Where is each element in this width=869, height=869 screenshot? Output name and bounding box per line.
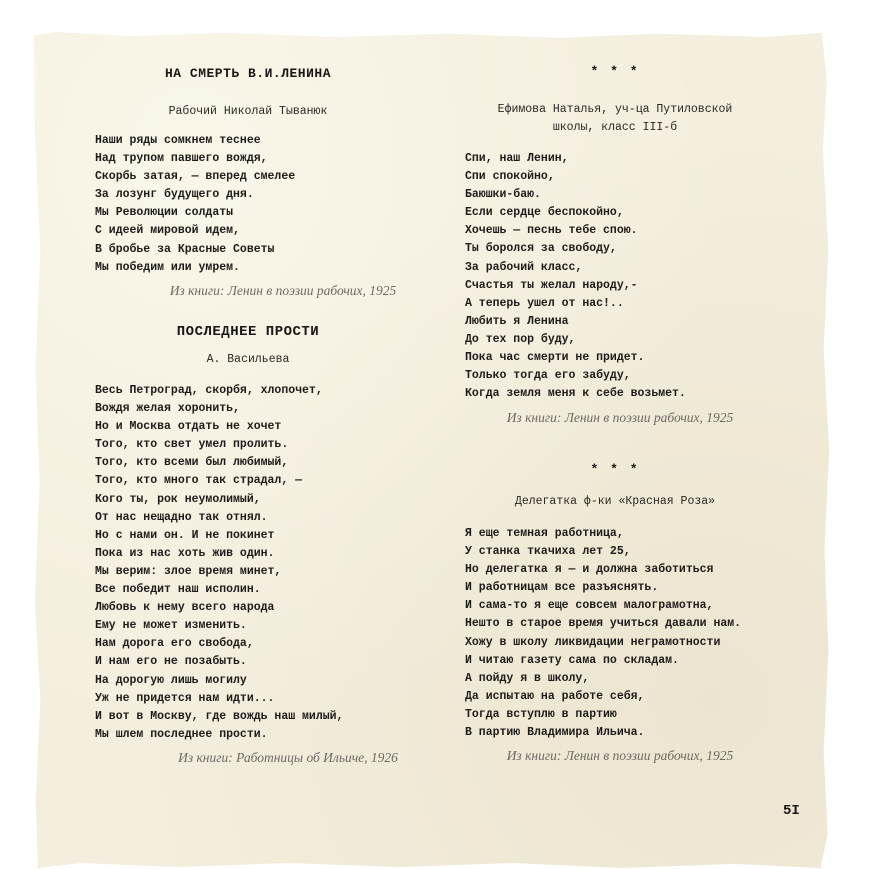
verse-line: Мы шлем последнее прости.: [95, 727, 268, 741]
poem3-author-block: [465, 101, 765, 137]
verse-line: Вождя желая хоронить,: [95, 402, 240, 416]
verse-line: За лозунг будущего дня.: [95, 188, 254, 202]
verse-line: У станка ткачиха лет 25,: [465, 545, 631, 559]
poem2-verse-block: [95, 382, 343, 744]
verse-line: Того, кто всеми был любимый,: [95, 456, 289, 470]
poem2-source: Из книги: Работницы об Ильиче, 1926: [178, 750, 398, 765]
verse-line: А пойду я в школу,: [465, 671, 590, 685]
poem1-source-block: [95, 283, 471, 299]
verse-line: Счастья ты желал народу,-: [465, 278, 638, 292]
verse-line: Того, кто свет умел пролить.: [95, 438, 289, 452]
verse-line: Баюшки-баю.: [465, 188, 541, 202]
verse-line: И вот в Москву, где вождь наш милый,: [95, 709, 344, 723]
verse-line: Но с нами он. И не покинет: [95, 528, 275, 542]
verse-line: И читаю газету сама по складам.: [465, 653, 679, 667]
poem3-stars: * * *: [590, 64, 640, 79]
verse-line: Если сердце беспокойно,: [465, 206, 624, 220]
poem1-author-block: [93, 103, 403, 121]
page-number: 5I: [783, 803, 800, 819]
verse-line: За рабочий класс,: [465, 260, 583, 274]
verse-line: Спи спокойно,: [465, 170, 555, 184]
verse-line: Пока из нас хоть жив один.: [95, 546, 275, 560]
poem3-source-block: [465, 410, 775, 426]
verse-line: Тогда вступлю в партию: [465, 707, 617, 721]
verse-line: Спи, наш Ленин,: [465, 152, 569, 165]
poem3-author-line1: Ефимова Наталья, уч-ца Путиловской: [497, 103, 733, 116]
verse-line: Только тогда его забуду,: [465, 369, 631, 383]
poem2-author-block: [93, 351, 403, 369]
poem1-author: Рабочий Николай Тыванюк: [168, 105, 328, 118]
poem1-source: Из книги: Ленин в поэзии рабочих, 1925: [169, 283, 397, 298]
poem1-verse: [95, 132, 295, 277]
verse-line: До тех пор буду,: [465, 332, 576, 346]
verse-line: Пока час смерти не придет.: [465, 351, 645, 365]
poem4-stars-block: [465, 462, 765, 477]
verse-line: Но и Москва отдать не хочет: [95, 420, 282, 434]
verse-line: И сама-то я еще совсем малограмотна,: [465, 599, 714, 613]
verse-line: Нешто в старое время учиться давали нам.: [465, 617, 742, 631]
poem4-source-block: [465, 748, 775, 764]
verse-line: Мы Революции солдаты: [95, 206, 234, 220]
poem3-stars-block: [465, 64, 765, 79]
verse-line: Нам дорога его свобода,: [95, 637, 254, 651]
poem3-source: Из книги: Ленин в поэзии рабочих, 1925: [506, 410, 734, 425]
verse-line: Уж не придется нам идти...: [95, 691, 275, 705]
verse-line: В партию Владимира Ильича.: [465, 726, 645, 740]
poem1-title: НА СМЕРТЬ В.И.ЛЕНИНА: [164, 66, 332, 81]
poem3-verse-block: [465, 150, 686, 403]
verse-line: Над трупом павшего вождя,: [95, 152, 268, 166]
verse-line: Мы верим: злое время минет,: [95, 564, 282, 578]
verse-line: А теперь ушел от нас!..: [465, 296, 624, 310]
poem2-verse: [95, 382, 343, 744]
poem4-author-block: [465, 493, 765, 511]
verse-line: Того, кто много так страдал, —: [95, 474, 303, 488]
verse-line: На дорогую лишь могилу: [95, 673, 247, 687]
verse-line: Но делегатка я — и должна заботиться: [465, 563, 714, 577]
verse-line: С идеей мировой идем,: [95, 224, 240, 238]
verse-line: Хожу в школу ликвидации неграмотности: [465, 635, 721, 649]
verse-line: Я еще темная работница,: [465, 527, 624, 540]
verse-line: Да испытаю на работе себя,: [465, 689, 645, 703]
poem4-author: Делегатка ф-ки «Красная Роза»: [514, 495, 716, 508]
poem1-verse-block: [95, 132, 295, 277]
verse-line: Когда земля меня к себе возьмет.: [465, 387, 686, 401]
verse-line: Скорбь затая, — вперед смелее: [95, 170, 296, 184]
poem3-verse: [465, 150, 686, 403]
verse-line: Ему не может изменить.: [95, 619, 247, 633]
poem1-block: [93, 66, 403, 81]
verse-line: И работницам все разъяснять.: [465, 581, 659, 595]
poem4-verse-block: [465, 525, 741, 742]
verse-line: Весь Петроград, скорбя, хлопочет,: [95, 384, 323, 397]
verse-line: Все победит наш исполин.: [95, 583, 261, 597]
poem4-source: Из книги: Ленин в поэзии рабочих, 1925: [506, 748, 734, 763]
verse-line: Любить я Ленина: [465, 314, 569, 328]
poem2-title-block: [93, 324, 403, 340]
verse-line: И нам его не позабыть.: [95, 655, 247, 669]
poem2-title: ПОСЛЕДНЕЕ ПРОСТИ: [176, 324, 320, 340]
verse-line: В бробье за Красные Советы: [95, 242, 275, 256]
verse-line: Любовь к нему всего народа: [95, 601, 275, 615]
verse-line: Хочешь — песнь тебе спою.: [465, 224, 638, 238]
verse-line: От нас нещадно так отнял.: [95, 510, 268, 524]
poem4-stars: * * *: [590, 462, 640, 477]
verse-line: Ты боролся за свободу,: [465, 242, 617, 256]
verse-line: Мы победим или умрем.: [95, 260, 240, 274]
verse-line: Наши ряды сомкнем теснее: [95, 134, 261, 147]
poem3-author-line2: школы, класс III-б: [552, 121, 678, 134]
poem2-source-block: [95, 750, 481, 766]
poem4-verse: [465, 525, 741, 742]
verse-line: Кого ты, рок неумолимый,: [95, 492, 261, 506]
poem2-author: А. Васильева: [206, 353, 290, 366]
